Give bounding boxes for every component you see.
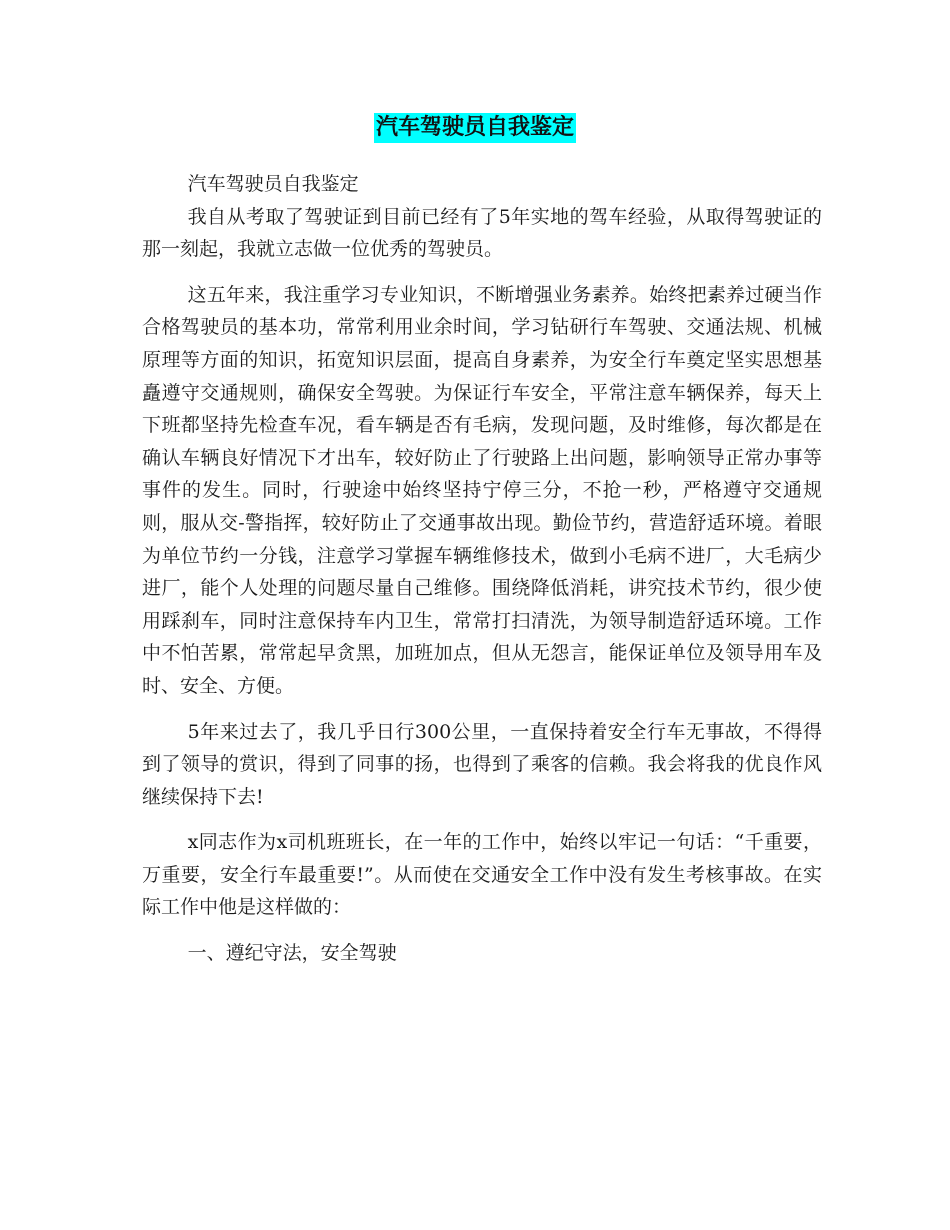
section-heading: 一、遵纪守法，安全驾驶 <box>187 942 397 965</box>
title-area <box>0 113 950 143</box>
document-title: 汽车驾驶员自我鉴定 <box>374 113 576 143</box>
document-body <box>142 168 822 970</box>
paragraph: x同志作为x司机班班长，在一年的工作中，始终以牢记一句话：“千重要，万重要，安全行车最重要!”。从而使在交通安全工作中没有发生考核事故。在实际工作中他是这样做的： <box>142 831 822 919</box>
paragraph: 我自从考取了驾驶证到目前已经有了5年实地的驾车经验，从取得驾驶证的那一刻起，我就立志做一位优秀的驾驶员。 <box>142 205 822 261</box>
paragraph-subtitle: 汽车驾驶员自我鉴定 <box>187 173 359 195</box>
paragraph: 5年来过去了，我几乎日行300公里，一直保持着安全行车无事故，不得得到了领导的赏识，得到了同事的扬，也得到了乘客的信赖。我会将我的优良作风继续保持下去! <box>142 720 822 808</box>
paragraph: 这五年来，我注重学习专业知识，不断增强业务素养。始终把素养过硬当作合格驾驶员的基本功，常常利用业余时间，学习钻研行车驾驶、交通法规、机械原理等方面的知识，拓宽知识层面，提高自身素养，为安全行车奠定坚实思想基矗遵守交通规则，确保安全驾驶。为保证行车安全，平常注意车辆保养，每天上下班都坚持先检查车况，看车辆是否有毛病，发现问题，及时维修，每次都是在确认车辆良好情况下才出车，较好防止了行驶路上出问题，影响领导正常办事等事件的发生。同时，行驶途中始终坚持宁停三分，不抢一秒，严格遵守交通规则，服从交-警指挥，较好防止了交通事故出现。勤俭节约，营造舒适环境。着眼为单位节约一分钱，注意学习掌握车辆维修技术，做到小毛病不进厂，大毛病少进厂，能个人处理的问题尽量自己维修。围绕降低消耗，讲究技术节约，很少使用踩刹车，同时注意保持车内卫生，常常打扫清洗，为领导制造舒适环境。工作中不怕苦累，常常起早贪黑，加班加点，但从无怨言，能保证单位及领导用车及时、安全、方便。 <box>142 283 822 697</box>
